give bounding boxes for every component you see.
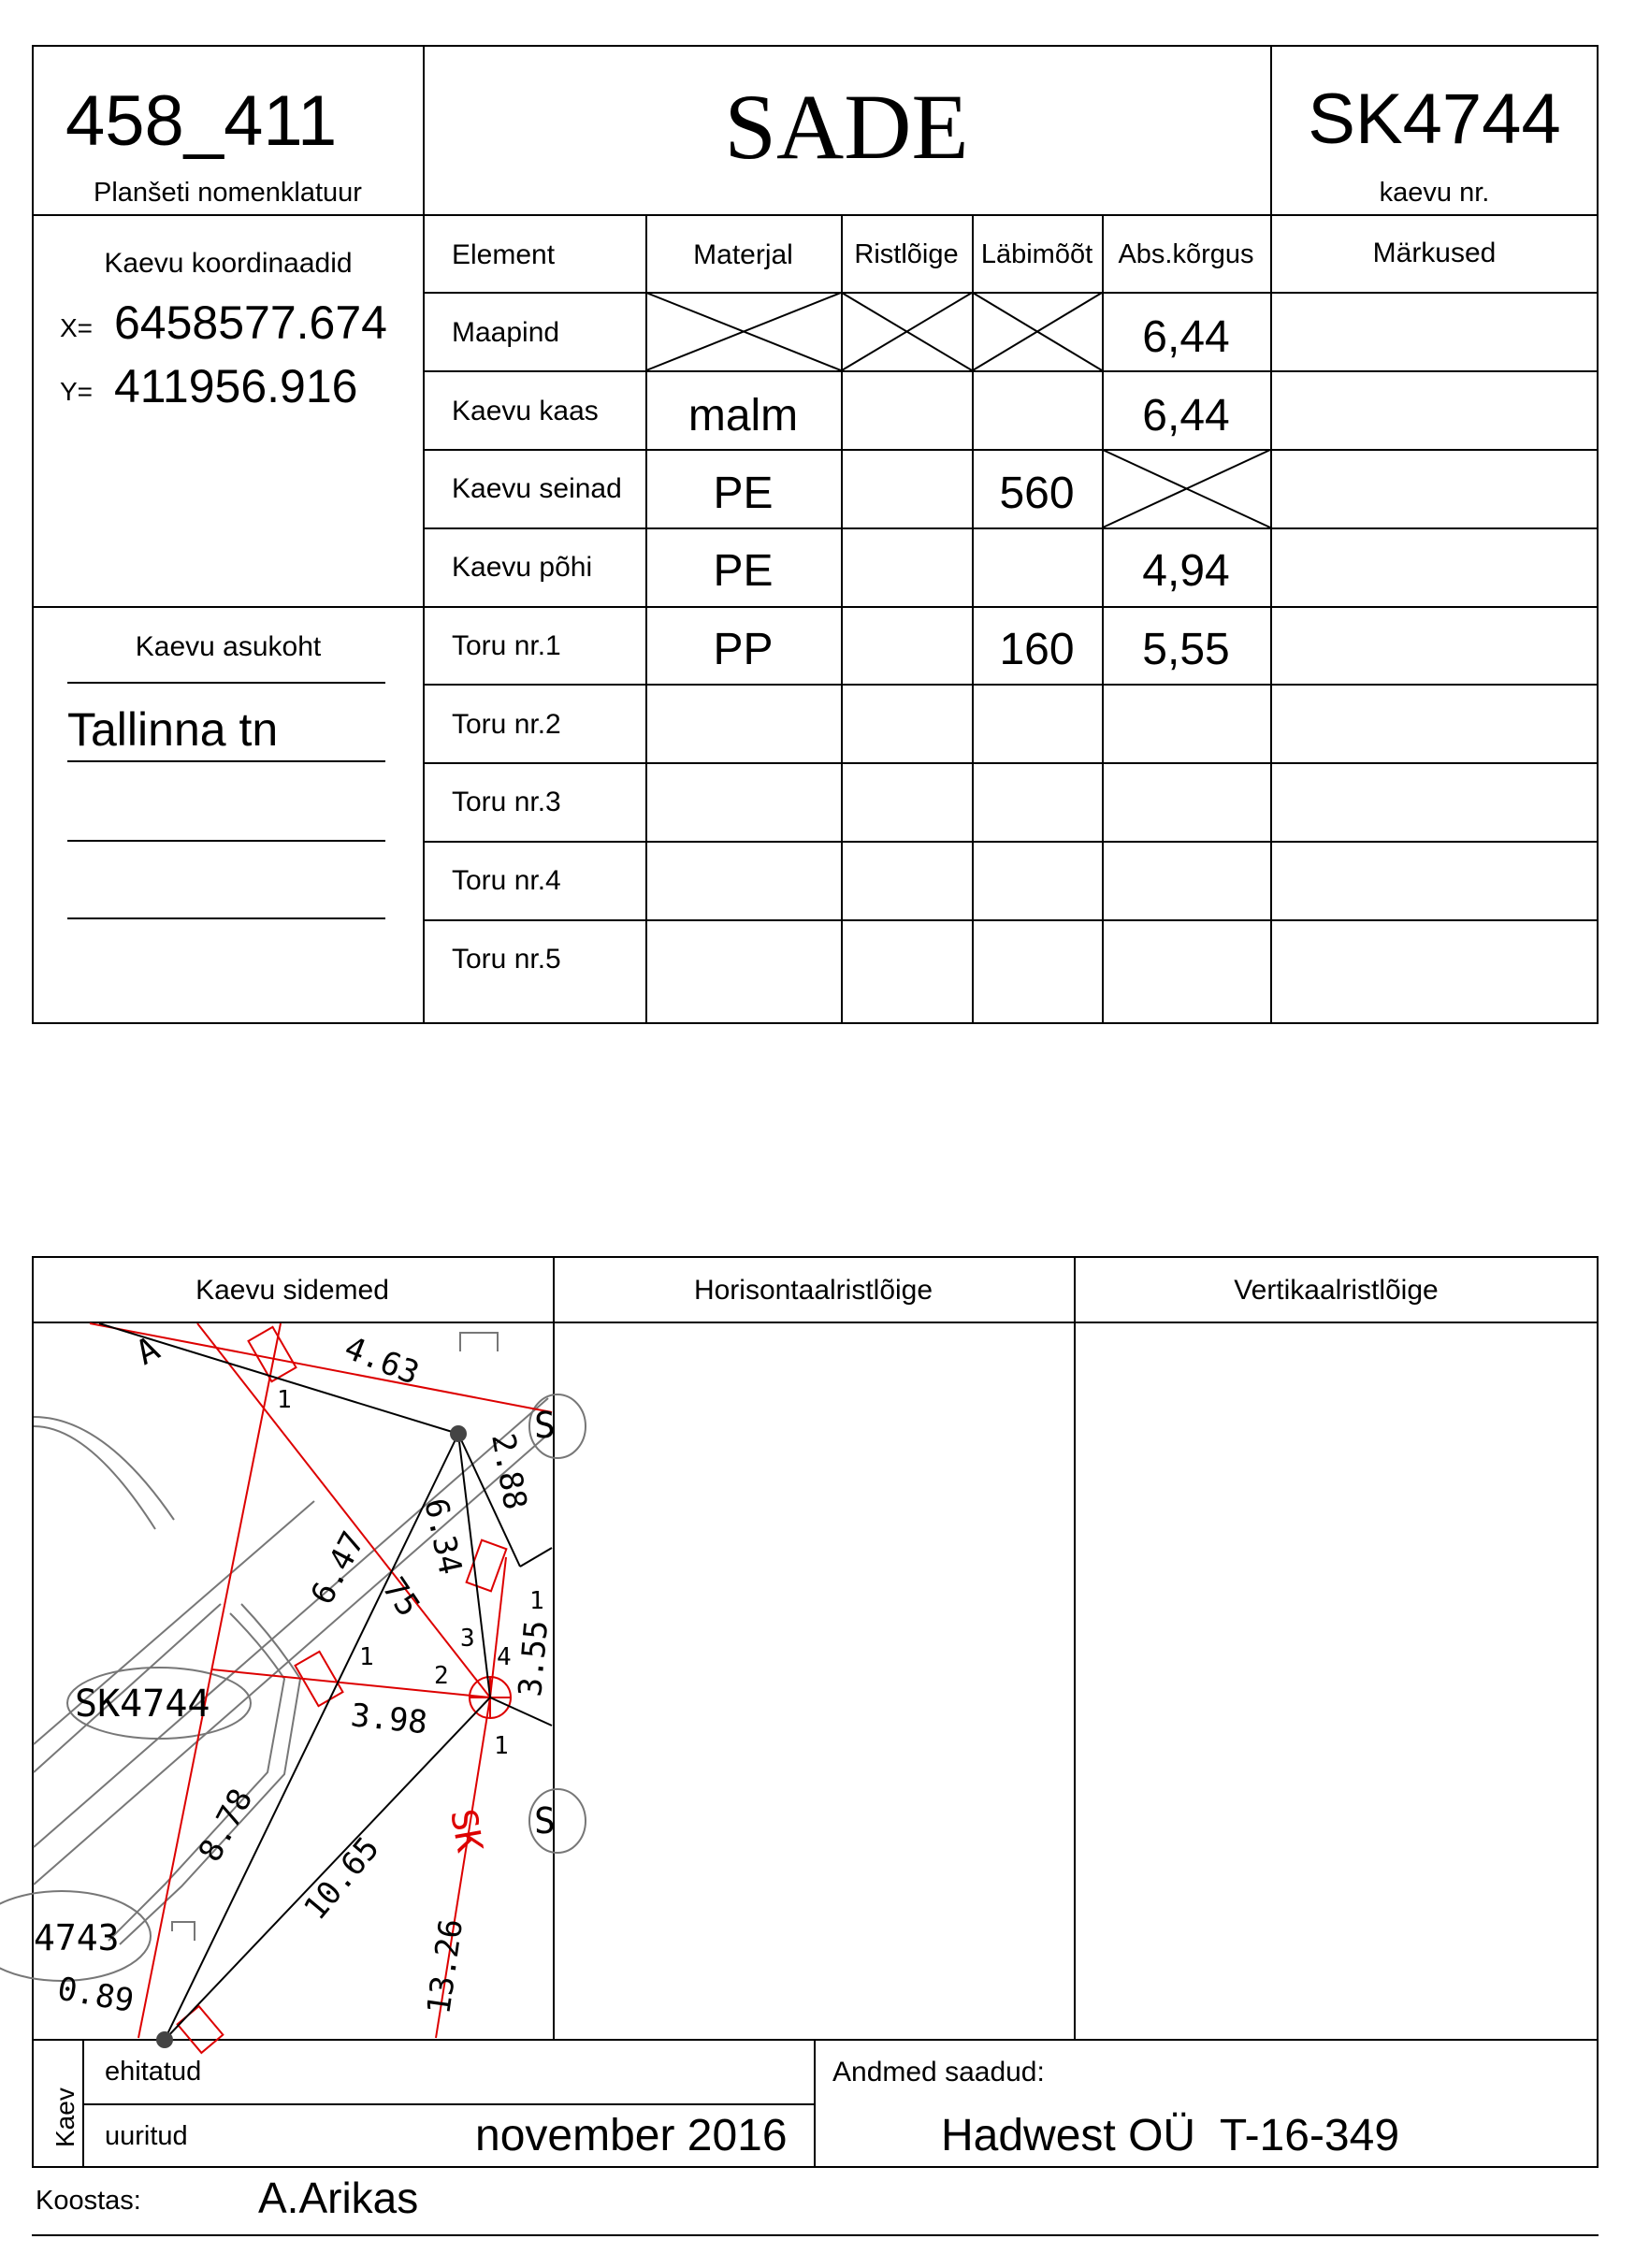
well-id: SK4744 [1308, 79, 1561, 159]
material-value: PP [713, 625, 774, 674]
sketch-neighbor-well: 4743 [34, 1917, 120, 1958]
column-header: Element [452, 239, 556, 270]
sketch-dimension: 75 [374, 1570, 427, 1624]
sketch-dimension: 6.47 [303, 1525, 373, 1611]
row-label: Toru nr.4 [452, 865, 561, 896]
abs-height-value: 5,55 [1142, 625, 1230, 674]
abs-height-value: 6,44 [1142, 312, 1230, 362]
column-header: Ristlõige [854, 239, 959, 269]
sketch-number: 4 [497, 1643, 512, 1671]
sketch-dimension: 2.88 [484, 1430, 534, 1513]
location-text: Tallinna tn [67, 703, 279, 756]
row-label: Toru nr.1 [452, 630, 561, 661]
sketch-dimension: 3.55 [512, 1618, 557, 1698]
x-label: X= [60, 313, 94, 342]
column-header: Materjal [693, 239, 793, 270]
section-header: Vertikaalristlõige [1234, 1275, 1439, 1306]
built-label: ehitatud [105, 2057, 202, 2087]
abs-height-value: 4,94 [1142, 546, 1230, 596]
divider [1074, 1256, 1076, 2039]
compiled-by: A.Arikas [258, 2174, 419, 2222]
sketch-number: 1 [359, 1643, 374, 1671]
y-label: Y= [60, 377, 94, 406]
x-coordinate: 6458577.674 [114, 296, 387, 349]
sketch-well-id: SK4744 [75, 1683, 210, 1726]
sketch-number: 1 [277, 1386, 292, 1414]
y-coordinate: 411956.916 [114, 360, 358, 412]
well-connections-sketch [34, 1323, 557, 2038]
page-title: SADE [724, 75, 969, 179]
coordinates-label: Kaevu koordinaadid [104, 248, 353, 279]
sketch-number: 2 [434, 1662, 449, 1690]
compiled-label: Koostas: [36, 2186, 141, 2216]
section-header: Kaevu sidemed [195, 1275, 389, 1306]
surveyed-label: uuritud [105, 2121, 188, 2151]
sketch-letter: A [129, 1329, 166, 1373]
diameter-value: 560 [999, 469, 1075, 518]
sheet-number: 458_411 [65, 81, 338, 161]
row-label: Toru nr.2 [452, 709, 561, 740]
row-label: Kaevu seinad [452, 473, 622, 504]
column-header: Abs.kõrgus [1118, 239, 1254, 269]
data-source-label: Andmed saadud: [832, 2057, 1045, 2087]
sketch-dimension: 4.63 [339, 1329, 425, 1394]
sketch-letter: S [534, 1405, 556, 1446]
sketch-letter: S [534, 1800, 556, 1842]
surveyed-date: november 2016 [475, 2111, 788, 2160]
material-value: PE [713, 546, 774, 596]
sketch-number: 1 [529, 1587, 544, 1615]
column-header: Läbimõõt [980, 239, 1093, 269]
sketch-number: 1 [494, 1732, 509, 1760]
sketch-dimension: 10.65 [297, 1829, 387, 1928]
divider [82, 2103, 814, 2105]
section-header: Horisontaalristlõige [693, 1275, 933, 1306]
sketch-pipe-code: SK [442, 1805, 491, 1856]
material-value: malm [687, 391, 799, 441]
row-label: Kaevu kaas [452, 396, 599, 426]
sketch-dimension: 8.78 [191, 1783, 261, 1869]
diameter-value: 160 [999, 625, 1075, 674]
sketch-dimension: 6.34 [416, 1495, 470, 1578]
sketch-dimension: 13.26 [420, 1916, 471, 2017]
divider [32, 2234, 1599, 2236]
abs-height-value: 6,44 [1142, 391, 1230, 441]
row-label: Maapind [452, 317, 560, 348]
well-caption: kaevu nr. [1379, 178, 1490, 208]
footer-side-label: Kaev [51, 2087, 80, 2147]
row-label: Toru nr.5 [452, 944, 561, 975]
column-header: Märkused [1372, 238, 1497, 268]
sketch-number: 3 [460, 1625, 475, 1653]
material-value: PE [713, 469, 774, 518]
location-label: Kaevu asukoht [135, 631, 322, 662]
sketch-dimension: 0.89 [54, 1970, 137, 2021]
divider [814, 2039, 816, 2168]
row-label: Toru nr.3 [452, 787, 561, 817]
data-source: Hadwest OÜ T-16-349 [941, 2111, 1400, 2160]
sketch-dimension: 3.98 [349, 1697, 429, 1742]
row-label: Kaevu põhi [452, 552, 593, 583]
sheet-caption: Planšeti nomenklatuur [94, 178, 362, 208]
